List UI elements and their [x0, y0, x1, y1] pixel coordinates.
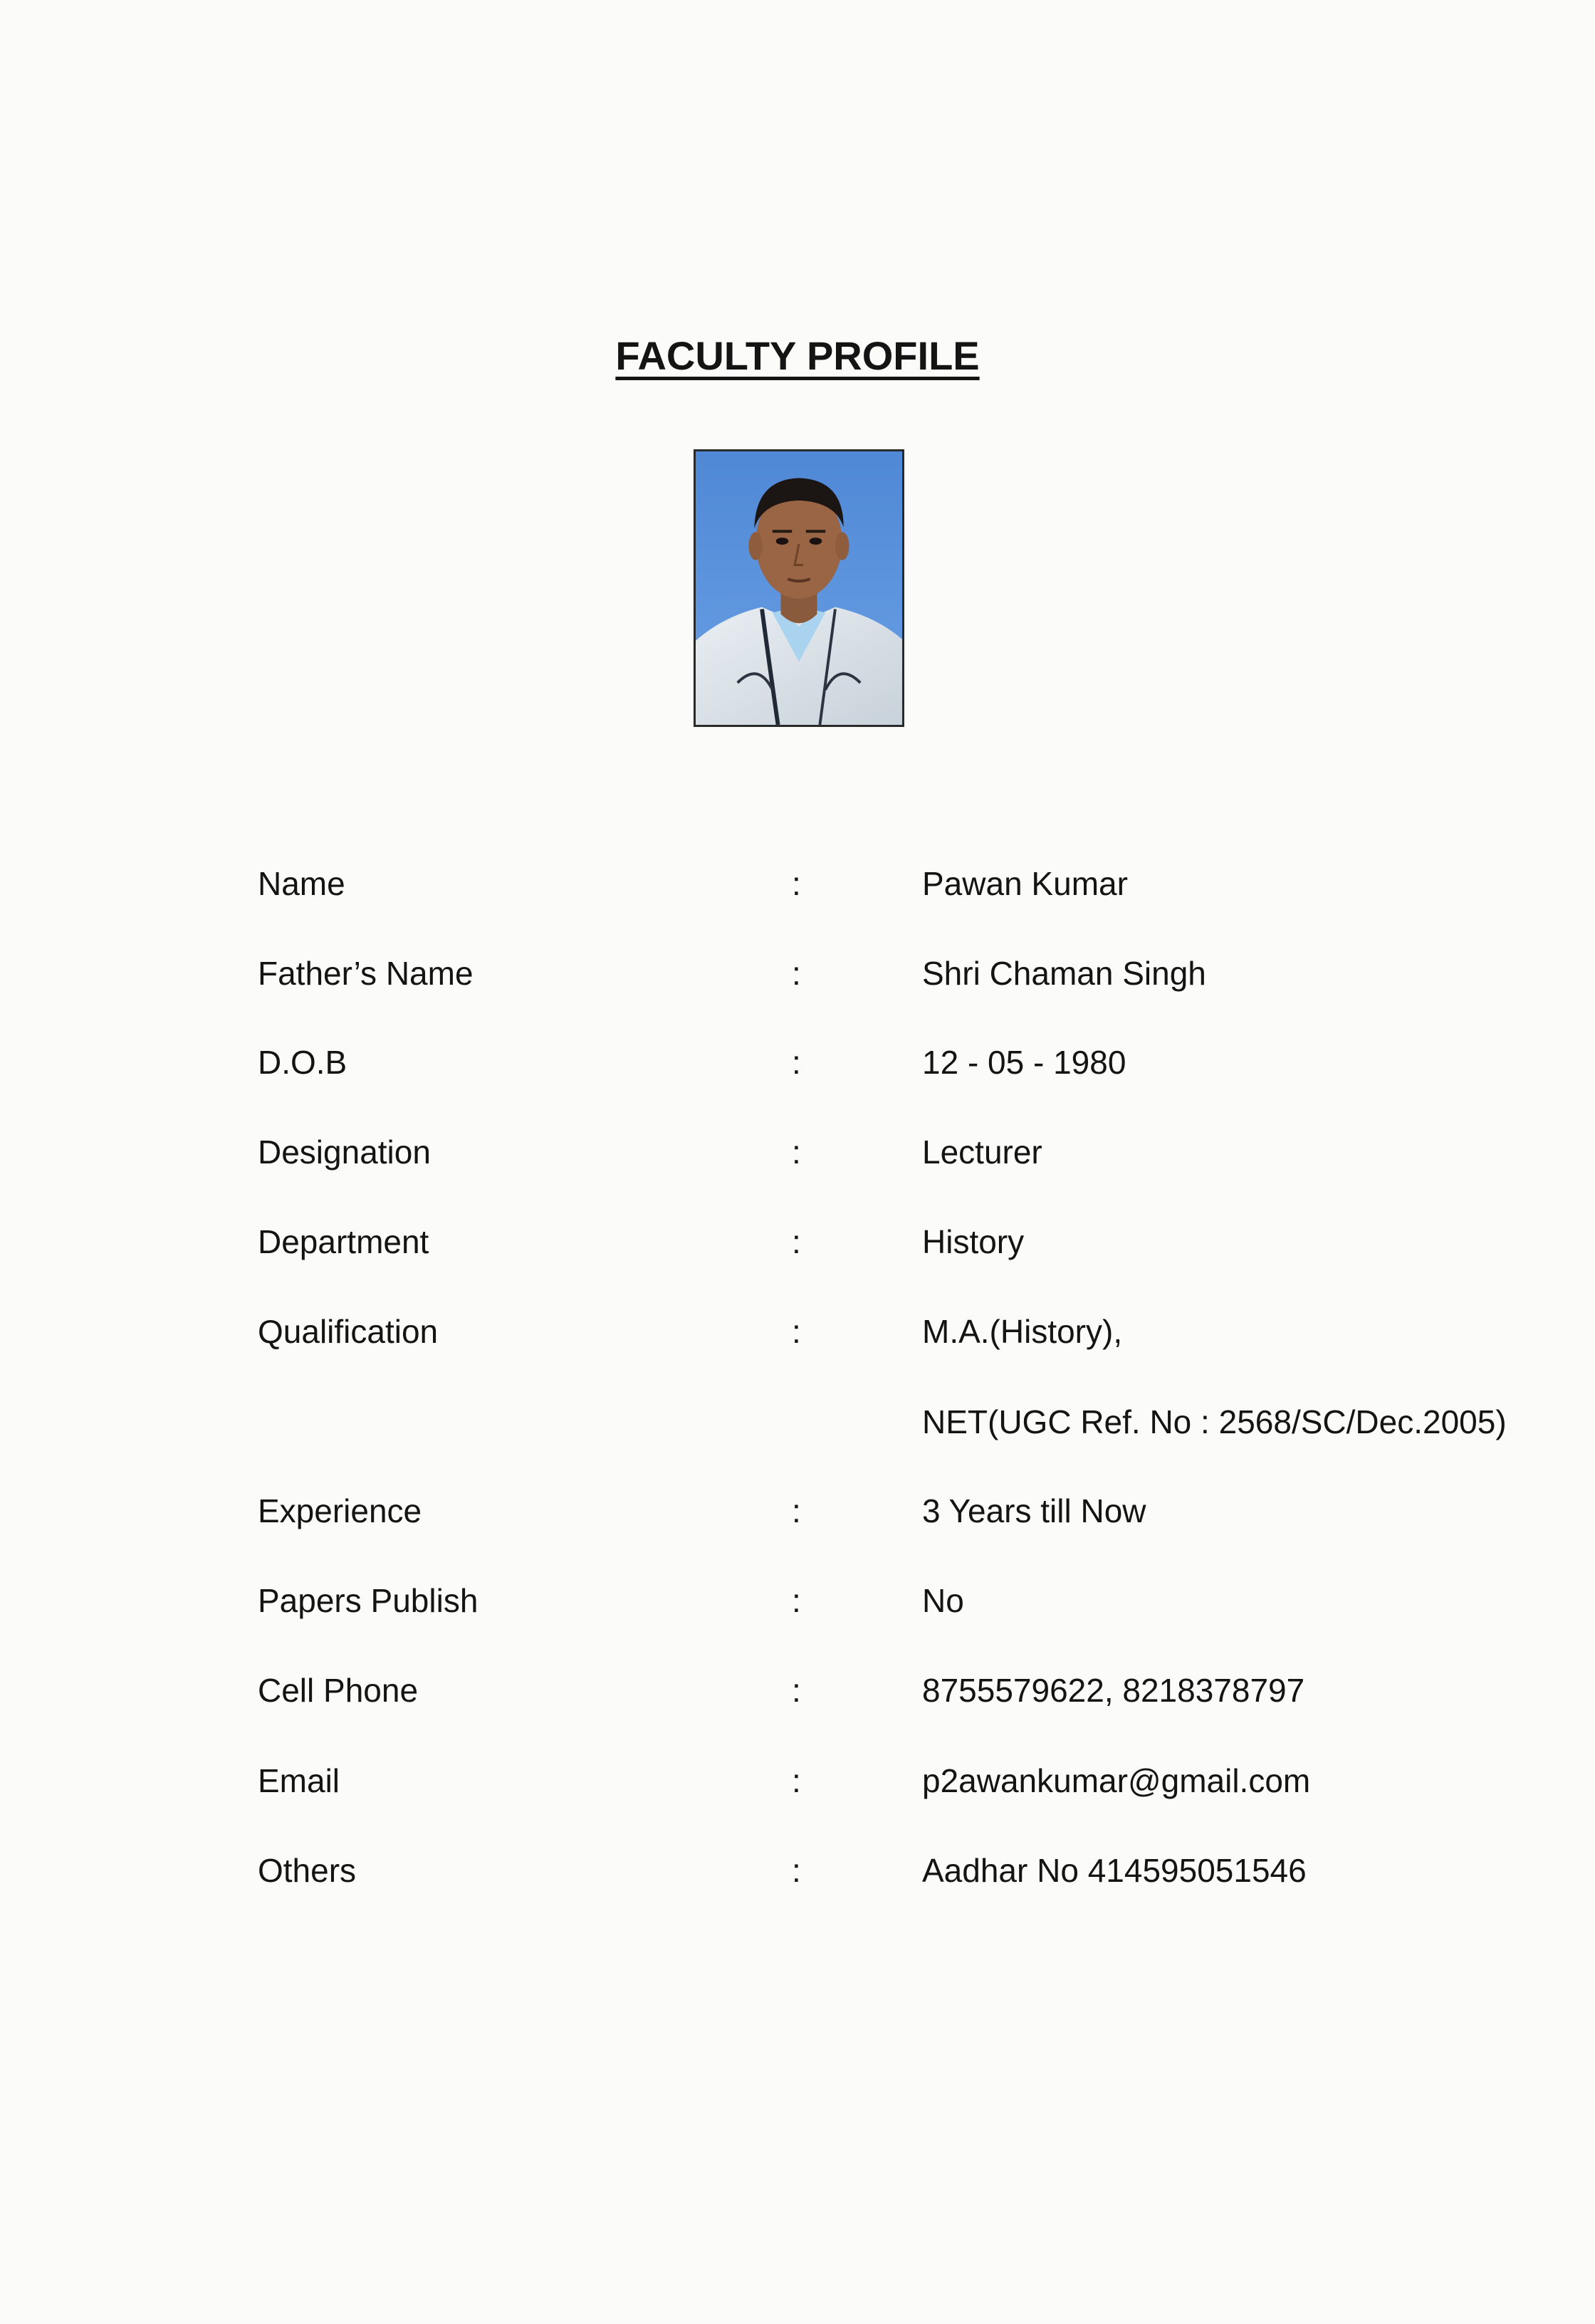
department-value: History	[922, 1223, 1025, 1260]
profile-row-papers-publish	[0, 1576, 1595, 1626]
name-value: Pawan Kumar	[922, 865, 1128, 902]
profile-row-others	[0, 1846, 1595, 1895]
dob-value: 12 - 05 - 1980	[922, 1044, 1126, 1081]
department-label: Department	[258, 1223, 429, 1260]
cell-phone-value: 8755579622, 8218378797	[922, 1672, 1305, 1709]
profile-row-qualification	[0, 1307, 1595, 1356]
designation-separator: :	[792, 1134, 801, 1171]
others-label: Others	[258, 1852, 357, 1889]
profile-row-email	[0, 1756, 1595, 1806]
experience-label: Experience	[258, 1492, 422, 1529]
papers-publish-value: No	[922, 1582, 964, 1619]
qualification-value-line2: NET(UGC Ref. No : 2568/SC/Dec.2005)	[922, 1403, 1507, 1440]
qualification-label: Qualification	[258, 1313, 439, 1350]
profile-row-qualification-continued	[0, 1397, 1595, 1447]
profile-row-dob	[0, 1037, 1595, 1087]
experience-value: 3 Years till Now	[922, 1492, 1146, 1529]
profile-row-experience	[0, 1486, 1595, 1536]
profile-row-department	[0, 1217, 1595, 1267]
portrait-photo-icon	[696, 451, 902, 725]
others-value: Aadhar No 414595051546	[922, 1852, 1307, 1889]
designation-label: Designation	[258, 1134, 431, 1171]
father-name-separator: :	[792, 955, 801, 992]
designation-value: Lecturer	[922, 1134, 1042, 1171]
department-separator: :	[792, 1223, 801, 1260]
dob-separator: :	[792, 1044, 801, 1081]
profile-photo	[694, 449, 904, 727]
profile-row-father-name	[0, 948, 1595, 998]
name-separator: :	[792, 865, 801, 902]
email-label: Email	[258, 1762, 340, 1799]
qualification-separator: :	[792, 1313, 801, 1350]
papers-publish-label: Papers Publish	[258, 1582, 478, 1619]
experience-separator: :	[792, 1492, 801, 1529]
qualification-value: M.A.(History),	[922, 1313, 1123, 1350]
profile-row-name	[0, 859, 1595, 909]
father-name-value: Shri Chaman Singh	[922, 955, 1206, 992]
name-label: Name	[258, 865, 345, 902]
profile-row-cell-phone	[0, 1665, 1595, 1715]
profile-row-designation	[0, 1127, 1595, 1177]
papers-publish-separator: :	[792, 1582, 801, 1619]
cell-phone-label: Cell Phone	[258, 1672, 419, 1709]
page-title	[0, 332, 1595, 380]
email-separator: :	[792, 1762, 801, 1799]
dob-label: D.O.B	[258, 1044, 347, 1081]
cell-phone-separator: :	[792, 1672, 801, 1709]
page-title-text: FACULTY PROFILE	[615, 333, 980, 378]
others-separator: :	[792, 1852, 801, 1889]
email-value: p2awankumar@gmail.com	[922, 1762, 1311, 1799]
father-name-label: Father’s Name	[258, 955, 474, 992]
